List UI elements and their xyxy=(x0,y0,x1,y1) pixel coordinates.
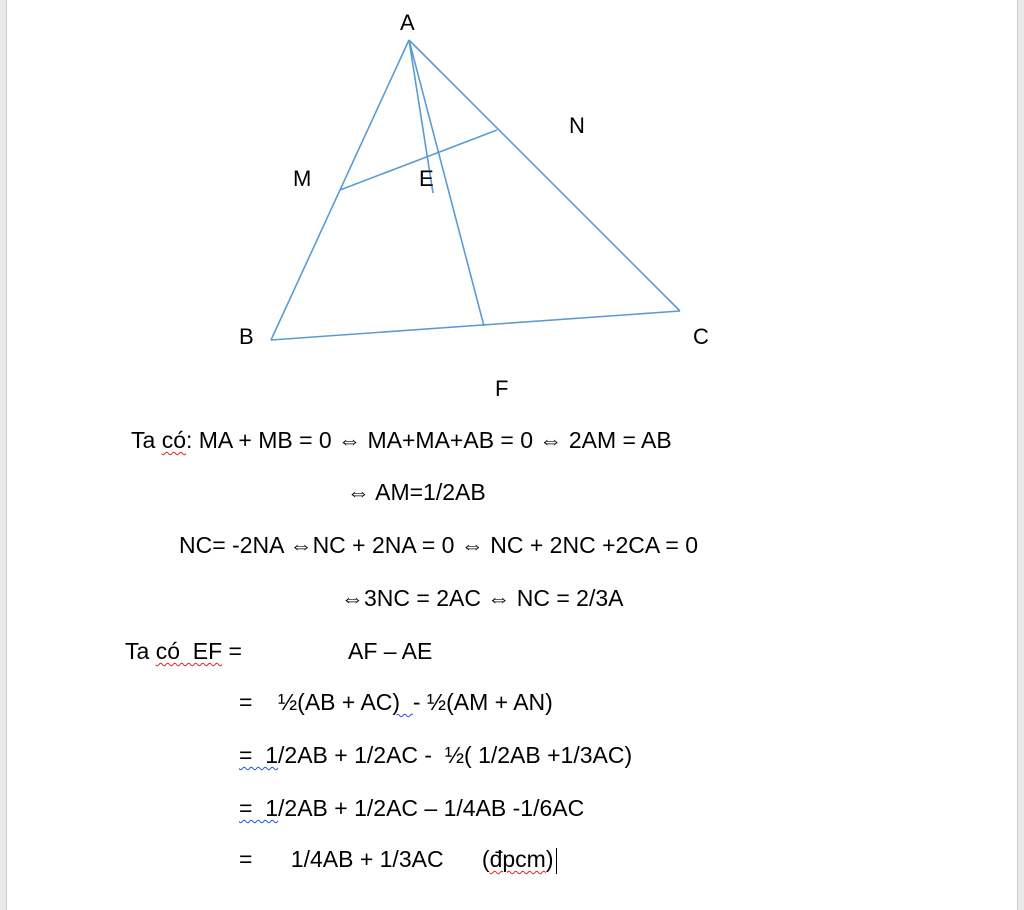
segment-BC xyxy=(271,311,680,340)
grammar-flag: ) xyxy=(392,689,413,715)
segment-AC xyxy=(409,40,680,311)
grammar-flag: = 1 xyxy=(239,795,279,821)
text-line-2[interactable]: ⇔ AM=1/2AB xyxy=(347,479,486,505)
text-line-9[interactable]: = 1/4AB + 1/3AC (đpcm) xyxy=(239,845,557,874)
text-line-6[interactable]: = ½(AB + AC) - ½(AM + AN) xyxy=(239,689,553,715)
point-label-C: C xyxy=(693,324,709,349)
text-line-3[interactable]: NC= -2NA ⇔NC + 2NA = 0 ⇔ NC + 2NC +2CA = 0 xyxy=(179,532,698,558)
text-line-8[interactable]: = 1/2AB + 1/2AC – 1/4AB -1/6AC xyxy=(239,795,585,821)
grammar-flag: = 1 xyxy=(239,742,279,768)
text-cursor xyxy=(556,848,557,874)
point-label-E: E xyxy=(419,166,434,191)
point-label-B: B xyxy=(239,324,254,349)
document-page[interactable] xyxy=(6,0,1018,910)
point-label-A: A xyxy=(400,10,415,35)
text-line-1[interactable]: Ta có: MA + MB = 0 ⇔ MA+MA+AB = 0 ⇔ 2AM = AB xyxy=(131,427,672,453)
point-label-M: M xyxy=(293,166,312,191)
spell-flag: đpcm xyxy=(489,846,546,872)
point-label-F: F xyxy=(495,376,509,401)
text-line-5[interactable]: Ta có EF = AF – AE xyxy=(125,638,433,664)
text-line-7[interactable]: = 1/2AB + 1/2AC - ½( 1/2AB +1/3AC) xyxy=(239,742,633,768)
spell-flag: có EF xyxy=(155,638,223,664)
point-label-N: N xyxy=(569,113,585,138)
triangle-figure xyxy=(7,0,1017,420)
text-line-4[interactable]: ⇔3NC = 2AC ⇔ NC = 2/3A xyxy=(341,585,624,611)
spell-flag: có xyxy=(161,427,186,453)
